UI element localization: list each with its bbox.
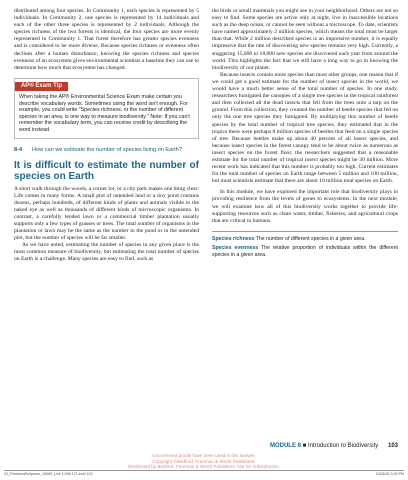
question-number: 8-4 (14, 146, 23, 153)
paragraph: In this module, we have explored the important role that biodiversity plays in providing resilience from the levels of genes to ecosystems. In the next module, we will examine how all of this biodiversity works together to provide life-supporting resources such as clean water, timber, fisheries, and agricultural crops that are critical to humans. (212, 189, 398, 224)
watermark-line: Distributed by Bedford, Freeman & Worth Publishers. Not for redistribution. (127, 464, 281, 470)
ap-exam-tip-box (14, 78, 199, 139)
slug-date: 10/06/20 3:26 PM (375, 472, 404, 476)
watermark-line: Uncorrected proofs have been used in this sample. (152, 453, 256, 458)
glossary-entry (212, 245, 398, 258)
glossary-definition: The relative proportion of individuals within the different species in a given area. (212, 245, 398, 258)
glossary-entry (212, 236, 398, 242)
paragraph: Because insects contain more species than most other groups, one reason that if we could get a good estimate for the number of insect species in the world, we would have a much better sense of the total number of species. In one study, researchers fumigated the canopies of a single tree species in the tropical rainforest and then collected all the dead insects that fell from the trees onto a tarp on the ground. From this collection, they counted the number of beetle species that fed on only the one tree species they fumigated. By multiplying this number of beetle species by the total number of tropical tree species, they estimated that in the tropics there were perhaps 8 million species of beetles that feed on a single species of tree. Because beetles make up about 40 percent of all insect species, and because insect species in the forest canopy tend to be about twice as numerous as insect species on the forest floor, the researchers suggested that a reasonable estimate for the total number of tropical insect species might be 30 million. More recent work has indicated that this number is probably too high. Current estimates for the total number of species on Earth range between 5 million and 100 million, but most scientists estimate that there are about 10 million total species on Earth. (212, 71, 398, 185)
separator-icon: ■ (302, 443, 307, 449)
paragraph: As we have noted, estimating the number of species in any given place is the most common measure of biodiversity, but estimating the total number of species on Earth is a challenge. Many species are easy to find, such as (14, 242, 199, 263)
glossary-term: Species evenness (212, 245, 259, 252)
page-footer (14, 443, 398, 449)
ap-exam-tip-text: When taking the AP® Environmental Science Exam make certain you describe vocabulary words. Sometimes using the word isn't enough. For example, you could write "Species richness, or the number of different species in an area, is one way to measure biodiversity." Note: If you can't remember the vocabulary term, you can receive credit by describing the word instead. (19, 93, 190, 133)
paragraph: the birds or small mammals you might see in your neighborhood. Others are not so easy to find. Some species are active only at night, live in inaccessible locations such as the deep ocean, or cannot be seen without a microscope. To date, scientists have named approximately 2 million species, which means the total must be larger than that. While 2 million described species is an impressive number, it is equally impressive that the rate of discovering new species remains very high. Currently, a staggering 15,000 to 18,000 new species are discovered each year from around the world. This highlights the fact that we still have a long way to go in knowing the biodiversity of our planet. (212, 8, 398, 71)
page-number: 103 (387, 443, 398, 449)
paragraph: distributed among four species. In Community 1, each species is represented by 5 individuals. In Community 2, one species is represented by 14 individuals and each of the other three species is represented by 2 individuals. Although the species richness of the two forests is identical, the four species are more evenly represented in Community 1. That forest therefore has greater species evenness and is considered to be more diverse. Because species richness or evenness often declines after a human disturbance, knowing the species richness and species evenness of an ecosystem gives environmental scientists a baseline they can use to determine how much that ecosystem has changed. (14, 8, 199, 71)
module-title: Introduction to Biodiversity (307, 443, 379, 449)
watermark (0, 453, 408, 470)
module-label: MODULE 8 (269, 443, 301, 449)
print-slug (4, 470, 404, 476)
question-text: How can we estimate the number of species living on Earth? (32, 146, 182, 153)
glossary-definition: The number of different species in a given area. (255, 235, 366, 242)
paragraph: A short walk through the woods, a corner lot, or a city park makes one thing clear: Life comes in many forms. A small plot of untended land or a tiny pond contains dozens, perhaps hundreds, of different kinds of plants and animals visible to the naked eye as well as thousands of different kinds of microscopic organisms. In contrast, a carefully tended lawn or a commercial timber plantation usually supports only a few types of grasses or trees. The total number of organisms in the plantation or lawn may be the same as the number in the pond or in the untended plot, but the number of species will be far smaller. (14, 185, 199, 242)
glossary-term: Species richness (212, 235, 255, 242)
watermark-line: Copyright ©Bedford, Freeman & Worth Publishers. (152, 458, 256, 464)
right-column (212, 8, 398, 261)
section-heading: It is difficult to estimate the number of species on Earth (14, 159, 199, 182)
glossary (212, 231, 398, 258)
left-column (14, 8, 199, 264)
review-question (14, 147, 199, 154)
slug-file: 03_FriedlandRelyea4e_10685_Unit 3 098-171.indd 103 (4, 472, 93, 476)
ap-exam-tip-title: AP® Exam Tip (15, 82, 68, 91)
